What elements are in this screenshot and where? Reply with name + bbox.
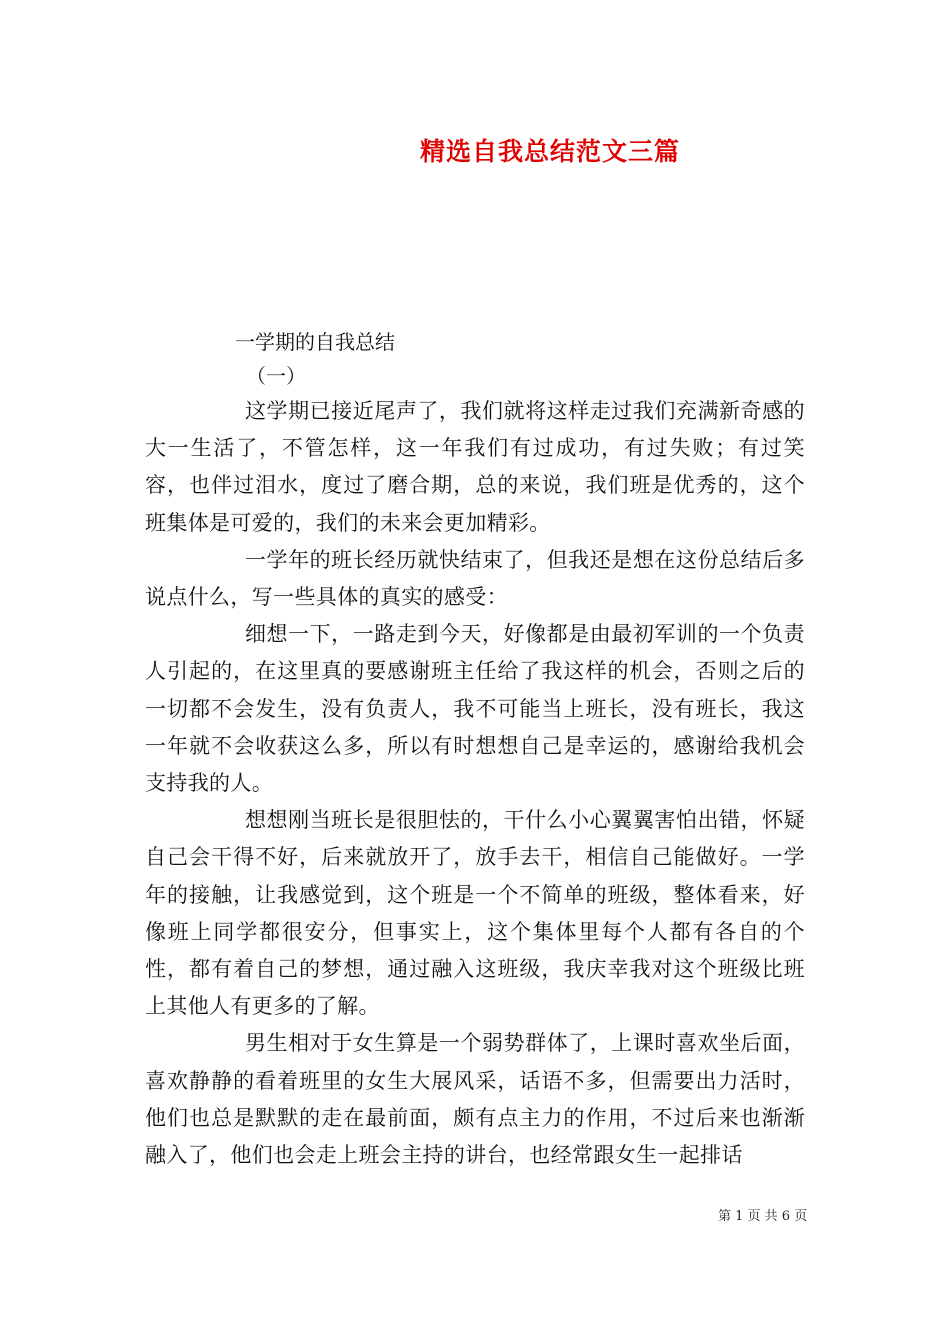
paragraph: 想想刚当班长是很胆怯的，干什么小心翼翼害怕出错，怀疑自己会干得不好，后来就放开了，放手去干，相信自己能做好。一学年的接触，让我感觉到，这个班是一个不简单的班级，整体看来，好像班上同学都很安分，但事实上，这个集体里每个人都有各自的个性，都有着自己的梦想，通过融入这班级，我庆幸我对这个班级比班上其他人有更多的了解。 [145, 808, 805, 1019]
document-title: 精选自我总结范文三篇 [419, 137, 680, 166]
section-number: （一） [246, 364, 306, 388]
paragraph: 细想一下，一路走到今天，好像都是由最初军训的一个负责人引起的，在这里真的要感谢班主任给了我这样的机会，否则之后的一切都不会发生，没有负责人，我不可能当上班长，没有班长，我这一年就不会收获这么多，所以有时想想自己是幸运的，感谢给我机会支持我的人。 [145, 622, 805, 796]
paragraph: 男生相对于女生算是一个弱势群体了，上课时喜欢坐后面，喜欢静静的看着班里的女生大展风采，话语不多，但需要出力活时，他们也总是默默的走在最前面，颇有点主力的作用，不过后来也渐渐融入了，他们也会走上班会主持的讲台，也经常跟女生一起排话 [145, 1031, 805, 1168]
page-footer: 第 1 页 共 6 页 [718, 1209, 808, 1224]
paragraph: 这学期已接近尾声了，我们就将这样走过我们充满新奇感的大一生活了，不管怎样，这一年我们有过成功，有过失败；有过笑容，也伴过泪水，度过了磨合期，总的来说，我们班是优秀的，这个班集体是可爱的，我们的未来会更加精彩。 [145, 399, 805, 535]
body-text [145, 393, 805, 1174]
section-heading: 一学期的自我总结 [235, 330, 395, 354]
paragraph: 一学年的班长经历就快结束了，但我还是想在这份总结后多说点什么，写一些具体的真实的感受： [145, 547, 805, 610]
